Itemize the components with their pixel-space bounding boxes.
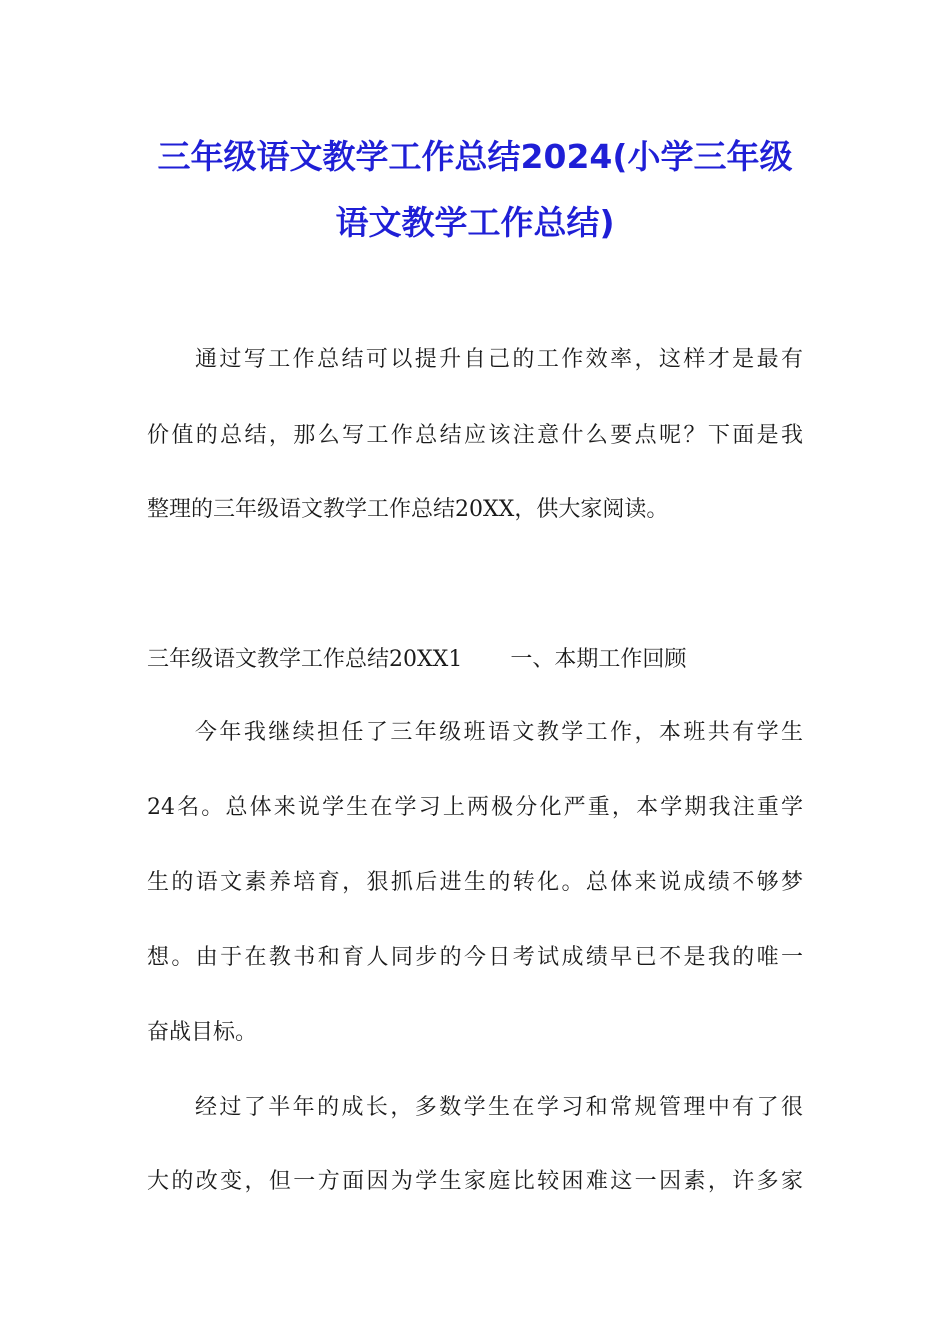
- paragraph-1-line-1: 今年我继续担任了三年级班语文教学工作，本班共有学生: [195, 720, 803, 745]
- paragraph-2-line-1: 经过了半年的成长，多数学生在学习和常规管理中有了很: [195, 1095, 803, 1120]
- paragraph-2-line-2: 大的改变，但一方面因为学生家庭比较困难这一因素，许多家: [147, 1169, 803, 1194]
- intro-line-2: 价值的总结，那么写工作总结应该注意什么要点呢？下面是我: [147, 423, 803, 448]
- intro-line-1: 通过写工作总结可以提升自己的工作效率，这样才是最有: [195, 347, 803, 372]
- paragraph-1-line-3: 生的语文素养培育，狠抓后进生的转化。总体来说成绩不够梦: [147, 870, 803, 895]
- section-heading: [147, 645, 686, 675]
- paragraph-1-line-5: 奋战目标。: [147, 1020, 258, 1045]
- paragraph-1-line-2: 24名。总体来说学生在学习上两极分化严重，本学期我注重学: [147, 795, 803, 820]
- document-title-line-1: 三年级语文教学工作总结2024(小学三年级: [157, 137, 793, 176]
- section-title: 三年级语文教学工作总结20XX1: [147, 647, 463, 672]
- section-subtitle: 一、本期工作回顾: [510, 647, 687, 672]
- document-title-line-2: 语文教学工作总结): [335, 203, 615, 242]
- paragraph-1-line-4: 想。由于在教书和育人同步的今日考试成绩早已不是我的唯一: [147, 945, 803, 970]
- intro-line-3: 整理的三年级语文教学工作总结20XX，供大家阅读。: [147, 497, 669, 522]
